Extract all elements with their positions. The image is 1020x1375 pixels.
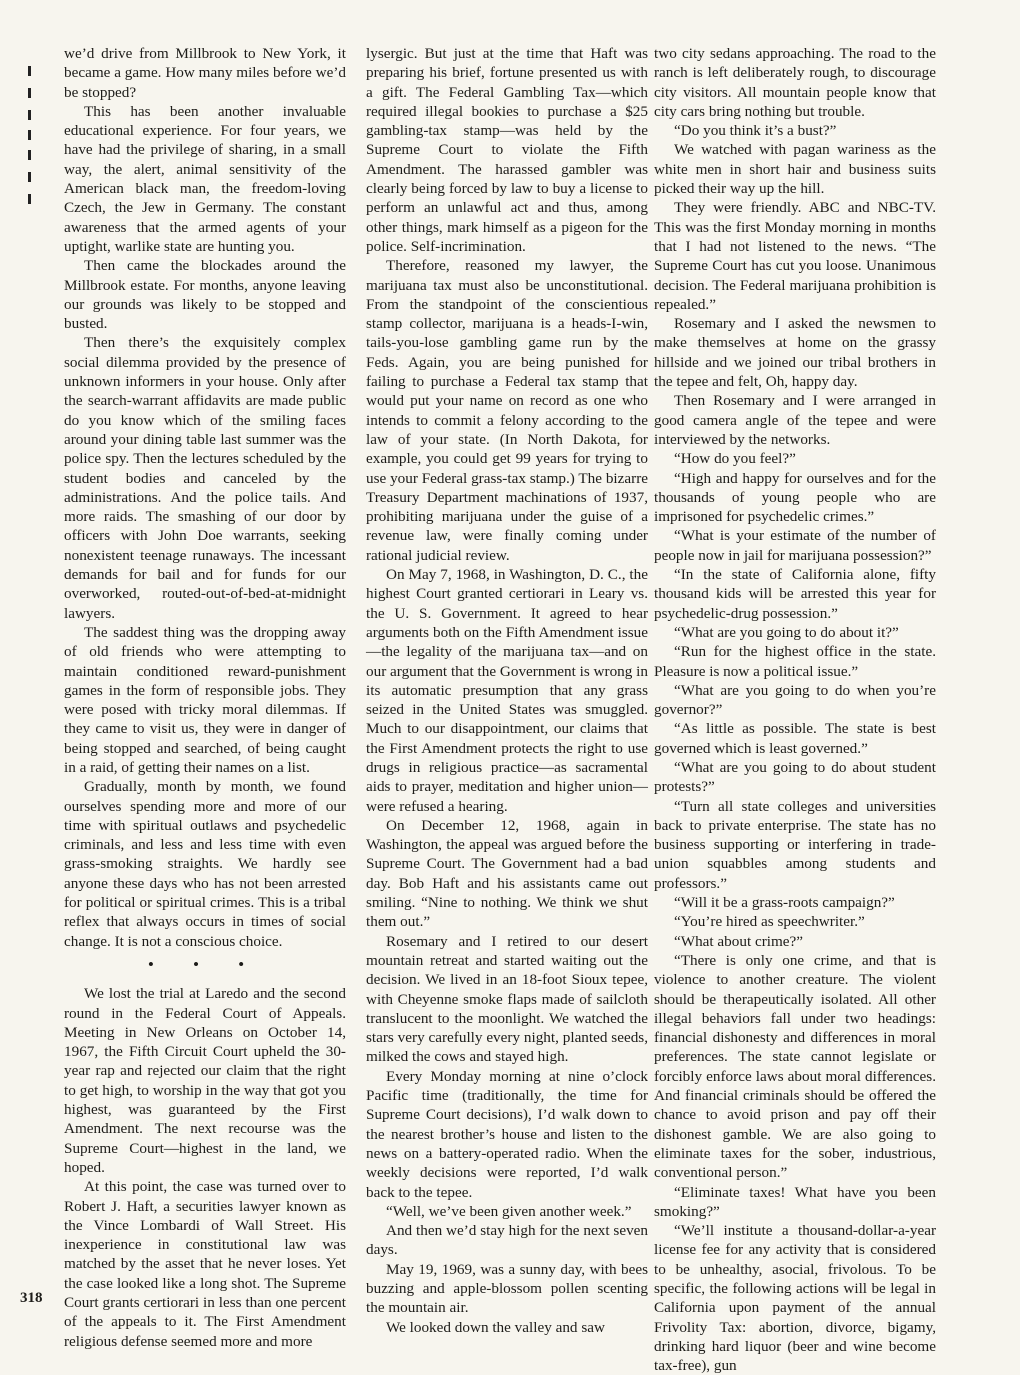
paragraph: We looked down the valley and saw — [386, 1318, 605, 1336]
paragraph: “What are you going to do about it?” — [674, 623, 899, 641]
margin-mark — [28, 88, 31, 98]
paragraph: And then we’d stay high for the next seven days. — [366, 1222, 648, 1259]
paragraph: Every Monday morning at nine o’clock Pacific time (traditionally, the time for Supreme Court decisions), I’d walk down to the nearest brother’s house and listen to the news on a battery-operated radio. When the weekly decisions were reported, I’d walk back to the tepee. — [366, 1067, 648, 1201]
paragraph: They were friendly. ABC and NBC-TV. This was the first Monday morning in months that I had not listened to the news. “The Supreme Court has cut you loose. Unanimous decision. The Federal marijuana prohibition is repealed.” — [654, 199, 936, 313]
paragraph: “In the state of California alone, fifty thousand kids will be arrested this year for psychedelic-drug possession.” — [654, 566, 936, 622]
paragraph: “High and happy for ourselves and for the thousands of young people who are imprisoned for psychedelic crimes.” — [654, 469, 936, 526]
paragraph: We watched with pagan wariness as the white men in short hair and business suits picked their way up the hill. — [654, 141, 936, 198]
paragraph: “How do you feel?” — [674, 450, 796, 468]
paragraph: we’d drive from Millbrook to New York, it became a game. How many miles before we’d be stopped? — [64, 45, 346, 101]
paragraph: “Will it be a grass-roots campaign?” — [674, 894, 895, 912]
paragraph: Then there’s the exquisitely complex social dilemma provided by the presence of unknown informers in your house. Only after the search-warrant affidavits are made public do you know which of the smiling faces around your dining table last summer was the police spy. Then the lectures scheduled by the student bodies and canceled by the administrations. And the police tails. And more raids. The smashing of our door by officers with John Doe warrants, seeking nonexistent teenage runaways. The incessant demands for bail and for funds for our overworked, routed-out-of-bed-at-midnight lawyers. — [64, 334, 346, 622]
margin-mark — [28, 150, 31, 160]
paragraph: two city sedans approaching. The road to the ranch is left deliberately rough, to discourage city visitors. All mountain people know that city cars bring nothing but trouble. — [654, 45, 936, 120]
paragraph: “What are you going to do when you’re governor?” — [654, 681, 936, 719]
paragraph: “Well, we’ve been given another week.” — [386, 1202, 632, 1220]
margin-mark — [28, 110, 31, 120]
paragraph: Therefore, reasoned my lawyer, the marijuana tax must also be unconstitutional. From the standpoint of the conscientious stamp collector, marijuana is a heads-I-win, tails-you-lose gambling game run by the Feds. Again, you are being punished for failing to purchase a Federal tax stamp that would put your name on record as one who intends to commit a felony according to the law of your state. (In North Dakota, for example, you could get 99 years for trying to use your Federal grass-tax stamp.) The bizarre Treasury Department machinations of 1937, prohibiting marijuana under the guise of a revenue law, were finally coming under rational judicial review. — [366, 257, 648, 564]
paragraph: Then Rosemary and I were arranged in good camera angle of the tepee and were interviewed by the networks. — [654, 392, 936, 448]
paragraph: “Do you think it’s a bust?” — [674, 122, 837, 140]
paragraph: “We’ll institute a thousand-dollar-a-year license fee for any activity that is considered to be unhealthy, asocial, frivolous. To be specific, the following actions will be legal in California upon payment of the annual Frivolity Tax: abortion, divorce, bigamy, drinking hard liquor (beer and wine become tax-free), gun — [654, 1222, 936, 1375]
paragraph: “What is your estimate of the number of people now in jail for marijuana possession?” — [654, 527, 936, 564]
paragraph: “Eliminate taxes! What have you been smoking?” — [654, 1183, 936, 1220]
paragraph: “Turn all state colleges and universities back to private enterprise. The state has no business supporting or interfering in trade-union squabbles among students and professors.” — [654, 797, 936, 892]
paragraph: The saddest thing was the dropping away of old friends who were attempting to maintain conditioned reward-punishment games in the form of responsible jobs. They were posed with tricky moral dilemmas. If they came to visit us, they were in danger of being stopped and searched, of being caught in a raid, of getting their names on a list. — [64, 623, 346, 776]
paragraph: Rosemary and I asked the newsmen to make themselves at home on the grassy hillside and we joined our tribal brothers in the tepee and felt, Oh, happy day. — [654, 315, 936, 391]
paragraph: Gradually, month by month, we found ourselves spending more and more of our time with spiritual outlaws and psychedelic criminals, and less and less time with even grass-smoking straights. We hardly see anyone these days who has not been arrested for political or spiritual crimes. This is a tribal reflex that always occurs in times of social change. It is not a conscious choice. — [64, 778, 346, 950]
paragraph: “What are you going to do about student protests?” — [654, 758, 936, 796]
margin-mark — [28, 172, 31, 182]
text-column-2 — [366, 44, 648, 1337]
margin-mark — [28, 130, 31, 140]
paragraph: lysergic. But just at the time that Haft was preparing his brief, fortune presented us with a gift. The Federal Gambling Tax—which required illegal bookies to purchase a $25 gambling-tax stamp—was held by the Supreme Court to violate the Fifth Amendment. The harassed gambler was clearly being forced by law to buy a license to perform an unlawful act and thus, among other things, mark himself as a pigeon for the police. Self-incrimination. — [366, 45, 648, 255]
paragraph: “As little as possible. The state is best governed which is least governed.” — [654, 720, 936, 757]
page-number: 318 — [20, 1290, 43, 1306]
paragraph: This has been another invaluable educational experience. For four years, we have had the privilege of sharing, in a small way, the alert, animal sensitivity of the American black man, the freedom-loving Czech, the Jew in Germany. The constant awareness that the armed agents of your uptight, warlike state are hunting you. — [64, 102, 346, 255]
paragraph: Rosemary and I retired to our desert mountain retreat and started waiting out the decision. We lived in an 18-foot Sioux tepee, with Cheyenne smoke flaps made of sailcloth translucent to the moonlight. We watched the stars very carefully every night, planted seeds, milked the cows and stayed high. — [366, 932, 648, 1066]
paragraph: “You’re hired as speechwriter.” — [674, 913, 865, 931]
margin-mark — [28, 194, 31, 204]
text-column-3 — [654, 44, 936, 1375]
paragraph: “What about crime?” — [674, 932, 804, 950]
paragraph: On December 12, 1968, again in Washington, the appeal was argued before the Supreme Court. The Government had a bad day. Bob Haft and his assistants came out smiling. “Nine to nothing. We think we shut them out.” — [366, 816, 648, 931]
margin-mark — [28, 66, 31, 76]
paragraph: At this point, the case was turned over to Robert J. Haft, a securities lawyer known as the Vince Lombardi of Wall Street. His inexperience in constitutional law was matched by the asset that he never loses. Yet the case looked like a long shot. The Supreme Court grants certiorari in less than one percent of the appeals to it. The First Amendment religious defense seemed more and more — [64, 1178, 346, 1350]
paragraph: “Run for the highest office in the state. Pleasure is now a political issue.” — [654, 643, 936, 680]
paragraph: On May 7, 1968, in Washington, D. C., the highest Court granted certiorari in Leary vs. the U. S. Government. It agreed to hear arguments both on the Fifth Amendment issue—the legality of the marijuana tax—and on our argument that the Government is wrong in its automatic presumption that any grass seized in the United States was smuggled. Much to our disappointment, our claims that the First Amendment protects the right to use drugs in religious practice—as sacramental aids to prayer, meditation and higher union—were refused a hearing. — [366, 566, 648, 815]
paragraph: “There is only one crime, and that is violence to another creature. The violent should be therapeutically isolated. All other illegal behaviors fall under two headings: financial dishonesty and differences in moral preferences. The state cannot legislate or forcibly enforce laws about moral differences. And financial criminals should be offered the chance to avoid prison and pay off their dishonest gamble. We are also going to eliminate taxes for the sober, industrious, conventional person.” — [654, 951, 936, 1182]
text-column-1 — [64, 44, 346, 1351]
paragraph: We lost the trial at Laredo and the second round in the Federal Court of Appeals. Meeting in New Orleans on October 14, 1967, the Fifth Circuit Court upheld the 30-year rap and rejected our claim that the right to get high, to worship in the way that got you highest, was guaranteed by the First Amendment. The next recourse was the Supreme Court—highest in the land, we hoped. — [64, 985, 346, 1176]
paragraph: May 19, 1969, was a sunny day, with bees buzzing and apple-blossom pollen scenting the mountain air. — [366, 1260, 648, 1317]
section-separator: • • • — [148, 955, 262, 973]
paragraph: Then came the blockades around the Millbrook estate. For months, anyone leaving our grounds was likely to be stopped and busted. — [64, 257, 346, 333]
